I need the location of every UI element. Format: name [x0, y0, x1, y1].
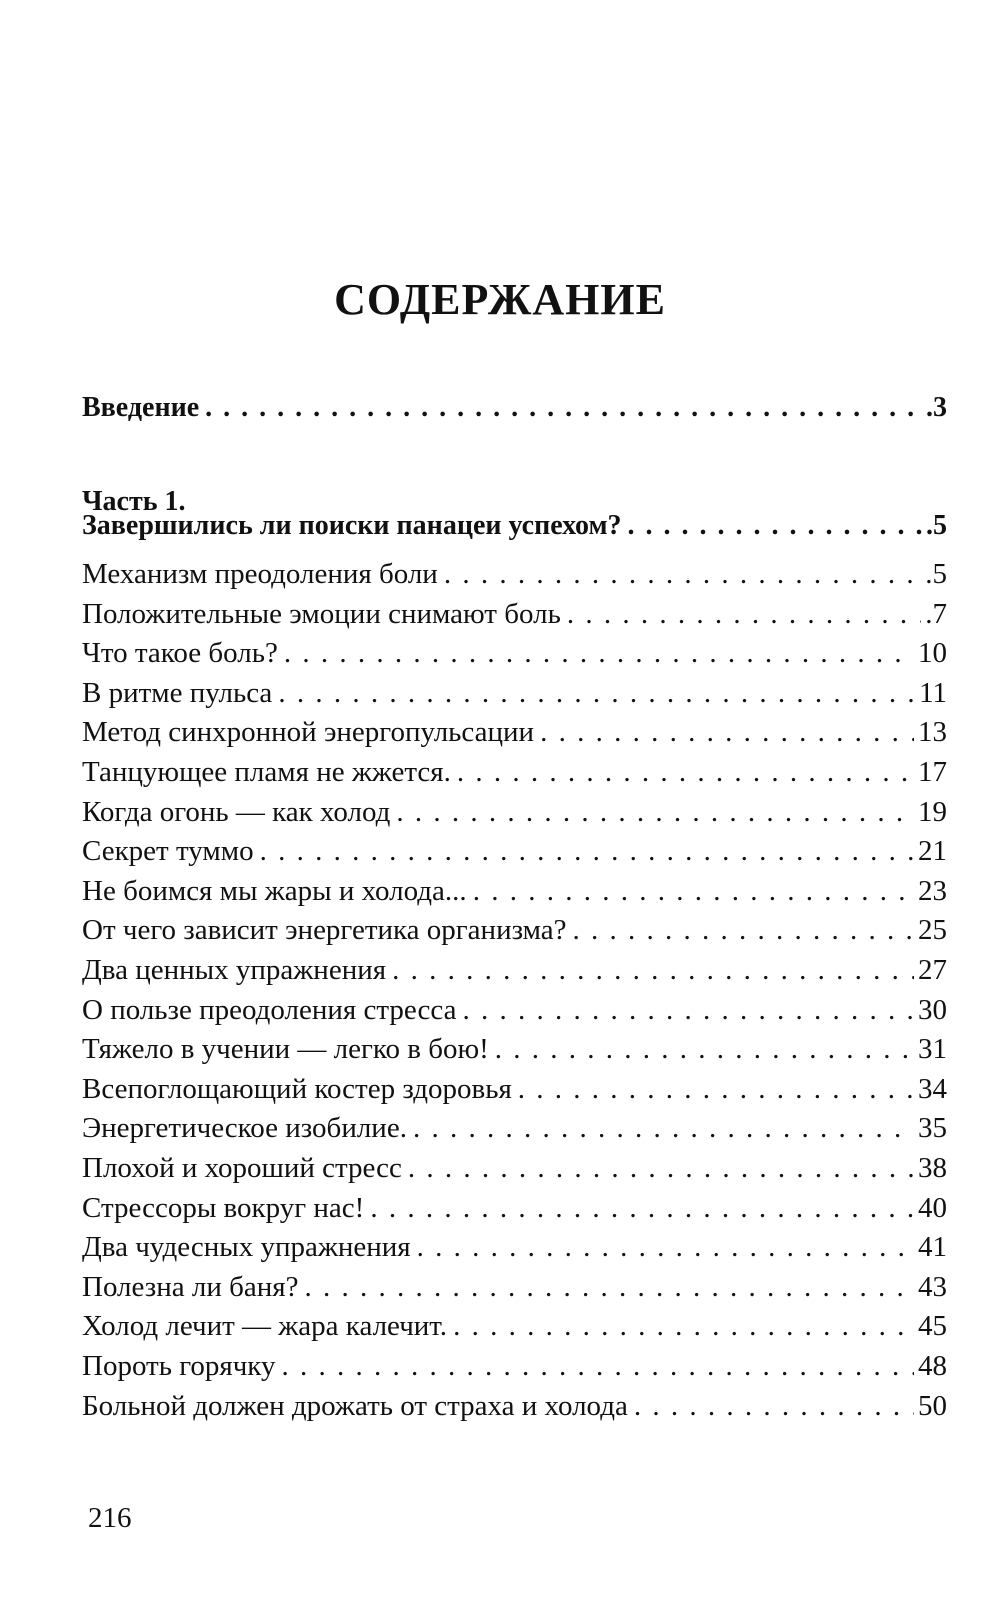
toc-entry-label: Танцующее пламя не жжется.	[82, 756, 451, 788]
toc-entry	[82, 752, 947, 792]
page-number: 216	[88, 1502, 132, 1534]
toc-entry-label: Положительные эмоции снимают боль	[82, 597, 561, 630]
toc-entry	[82, 1386, 947, 1426]
toc-entry-page: .5	[925, 558, 947, 590]
toc-entry-intro	[82, 388, 947, 428]
dot-leader	[413, 1108, 914, 1148]
toc-entry-page: 30	[918, 993, 947, 1026]
toc-entry-label: Энергетическое изобилие.	[82, 1112, 407, 1145]
dot-leader	[453, 1306, 914, 1346]
dot-leader	[462, 990, 914, 1030]
toc-entry-page: .7	[925, 597, 947, 630]
toc-entry-page: 41	[918, 1231, 947, 1264]
toc-entry	[82, 594, 947, 634]
toc-entry-page: 38	[918, 1152, 947, 1184]
dot-leader	[567, 594, 921, 634]
toc-entry-label: Стрессоры вокруг нас!	[82, 1191, 365, 1224]
toc-entry	[82, 831, 947, 871]
toc-entry	[82, 1346, 947, 1386]
toc-entry	[82, 1227, 947, 1267]
toc-entry	[82, 554, 947, 594]
toc-entry-label: Введение	[82, 392, 200, 423]
dot-leader	[370, 1188, 914, 1228]
toc-entry-label: Что такое боль?	[82, 637, 278, 670]
toc-entry	[82, 673, 947, 713]
toc-entry	[82, 1267, 947, 1307]
dot-leader	[408, 1148, 914, 1188]
dot-leader	[392, 950, 914, 990]
toc-entry-label: Секрет туммо	[82, 835, 254, 868]
dot-leader	[473, 871, 914, 911]
toc-entry-page: 27	[918, 954, 947, 986]
toc-entry-label: Метод синхронной энергопульсации	[82, 716, 535, 749]
toc-entry-label: Больной должен дрожать от страха и холода	[82, 1389, 628, 1422]
toc-entry-label: Механизм преодоления боли	[82, 558, 438, 590]
toc-entry-label: О пользе преодоления стресса	[82, 993, 457, 1026]
dot-leader	[495, 1029, 914, 1069]
toc-entry-page: 25	[918, 914, 947, 947]
toc-entry-label: В ритме пульса	[82, 676, 273, 709]
toc-entry-page: 35	[918, 1112, 947, 1145]
toc-entry	[82, 990, 947, 1030]
dot-leader	[628, 506, 922, 546]
toc-entry-page: 21	[918, 835, 947, 868]
toc-entry-label: Не боимся мы жары и холода...	[82, 874, 467, 907]
toc-entry-page: 40	[918, 1191, 947, 1224]
toc-entry-page: 13	[918, 716, 947, 749]
dot-leader	[396, 792, 914, 832]
toc-entry-label: Завершились ли поиски панацеи успехом?	[82, 510, 622, 541]
toc-entry	[82, 1069, 947, 1109]
dot-leader	[278, 673, 915, 713]
toc-entry-label: Тяжело в учении — легко в бою!	[82, 1033, 489, 1066]
toc-entry-page: 10	[918, 637, 947, 670]
toc-entry-page: 45	[918, 1310, 947, 1343]
toc-entry-page: 31	[918, 1033, 947, 1066]
dot-leader	[417, 1227, 914, 1267]
toc-entry	[82, 1148, 947, 1188]
dot-leader	[284, 633, 914, 673]
toc-entry	[82, 871, 947, 911]
toc-entry-page: 23	[918, 874, 947, 907]
toc-entry-page: 48	[918, 1350, 947, 1382]
toc-entry-label: Когда огонь — как холод	[82, 795, 391, 828]
toc-entry-label: Холод лечит — жара калечит.	[82, 1310, 448, 1343]
toc-entry-page: .3	[926, 392, 947, 423]
toc-entry-label: Два чудесных упражнения	[82, 1231, 411, 1264]
toc-entry-page: 19	[918, 795, 947, 828]
toc-entry-page: 50	[918, 1389, 947, 1422]
toc-entry-part-heading	[82, 506, 947, 546]
toc-entry	[82, 1029, 947, 1069]
toc-entry	[82, 792, 947, 832]
part-label: Часть 1.	[82, 486, 186, 517]
dot-leader	[205, 388, 922, 428]
toc-entry-page: 17	[918, 756, 947, 788]
dot-leader	[573, 910, 914, 950]
toc-entry-page: 11	[919, 676, 947, 709]
toc-entry	[82, 910, 947, 950]
dot-leader	[304, 1267, 914, 1307]
toc-entry	[82, 1306, 947, 1346]
toc-entry	[82, 1108, 947, 1148]
toc-entry-label: Два ценных упражнения	[82, 954, 387, 986]
dot-leader	[518, 1069, 914, 1109]
toc-entry-label: Плохой и хороший стресс	[82, 1152, 402, 1184]
toc-entry	[82, 950, 947, 990]
dot-leader	[260, 831, 914, 871]
toc-entry-page: .5	[926, 510, 947, 541]
dot-leader	[281, 1346, 914, 1386]
dot-leader	[457, 752, 914, 792]
toc-entry-label: Пороть горячку	[82, 1350, 276, 1382]
toc-entry-label: Полезна ли баня?	[82, 1270, 299, 1303]
toc-entry	[82, 712, 947, 752]
toc-entry	[82, 633, 947, 673]
toc-entry-label: От чего зависит энергетика организма?	[82, 914, 567, 947]
toc-entry-label: Всепоглощающий костер здоровья	[82, 1072, 512, 1105]
dot-leader	[634, 1386, 914, 1426]
dot-leader	[444, 554, 921, 594]
toc-entry	[82, 1188, 947, 1228]
page-title: СОДЕРЖАНИЕ	[334, 275, 666, 324]
toc-entry-page: 43	[918, 1270, 947, 1303]
dot-leader	[540, 712, 914, 752]
toc-entry-page: 34	[918, 1072, 947, 1105]
